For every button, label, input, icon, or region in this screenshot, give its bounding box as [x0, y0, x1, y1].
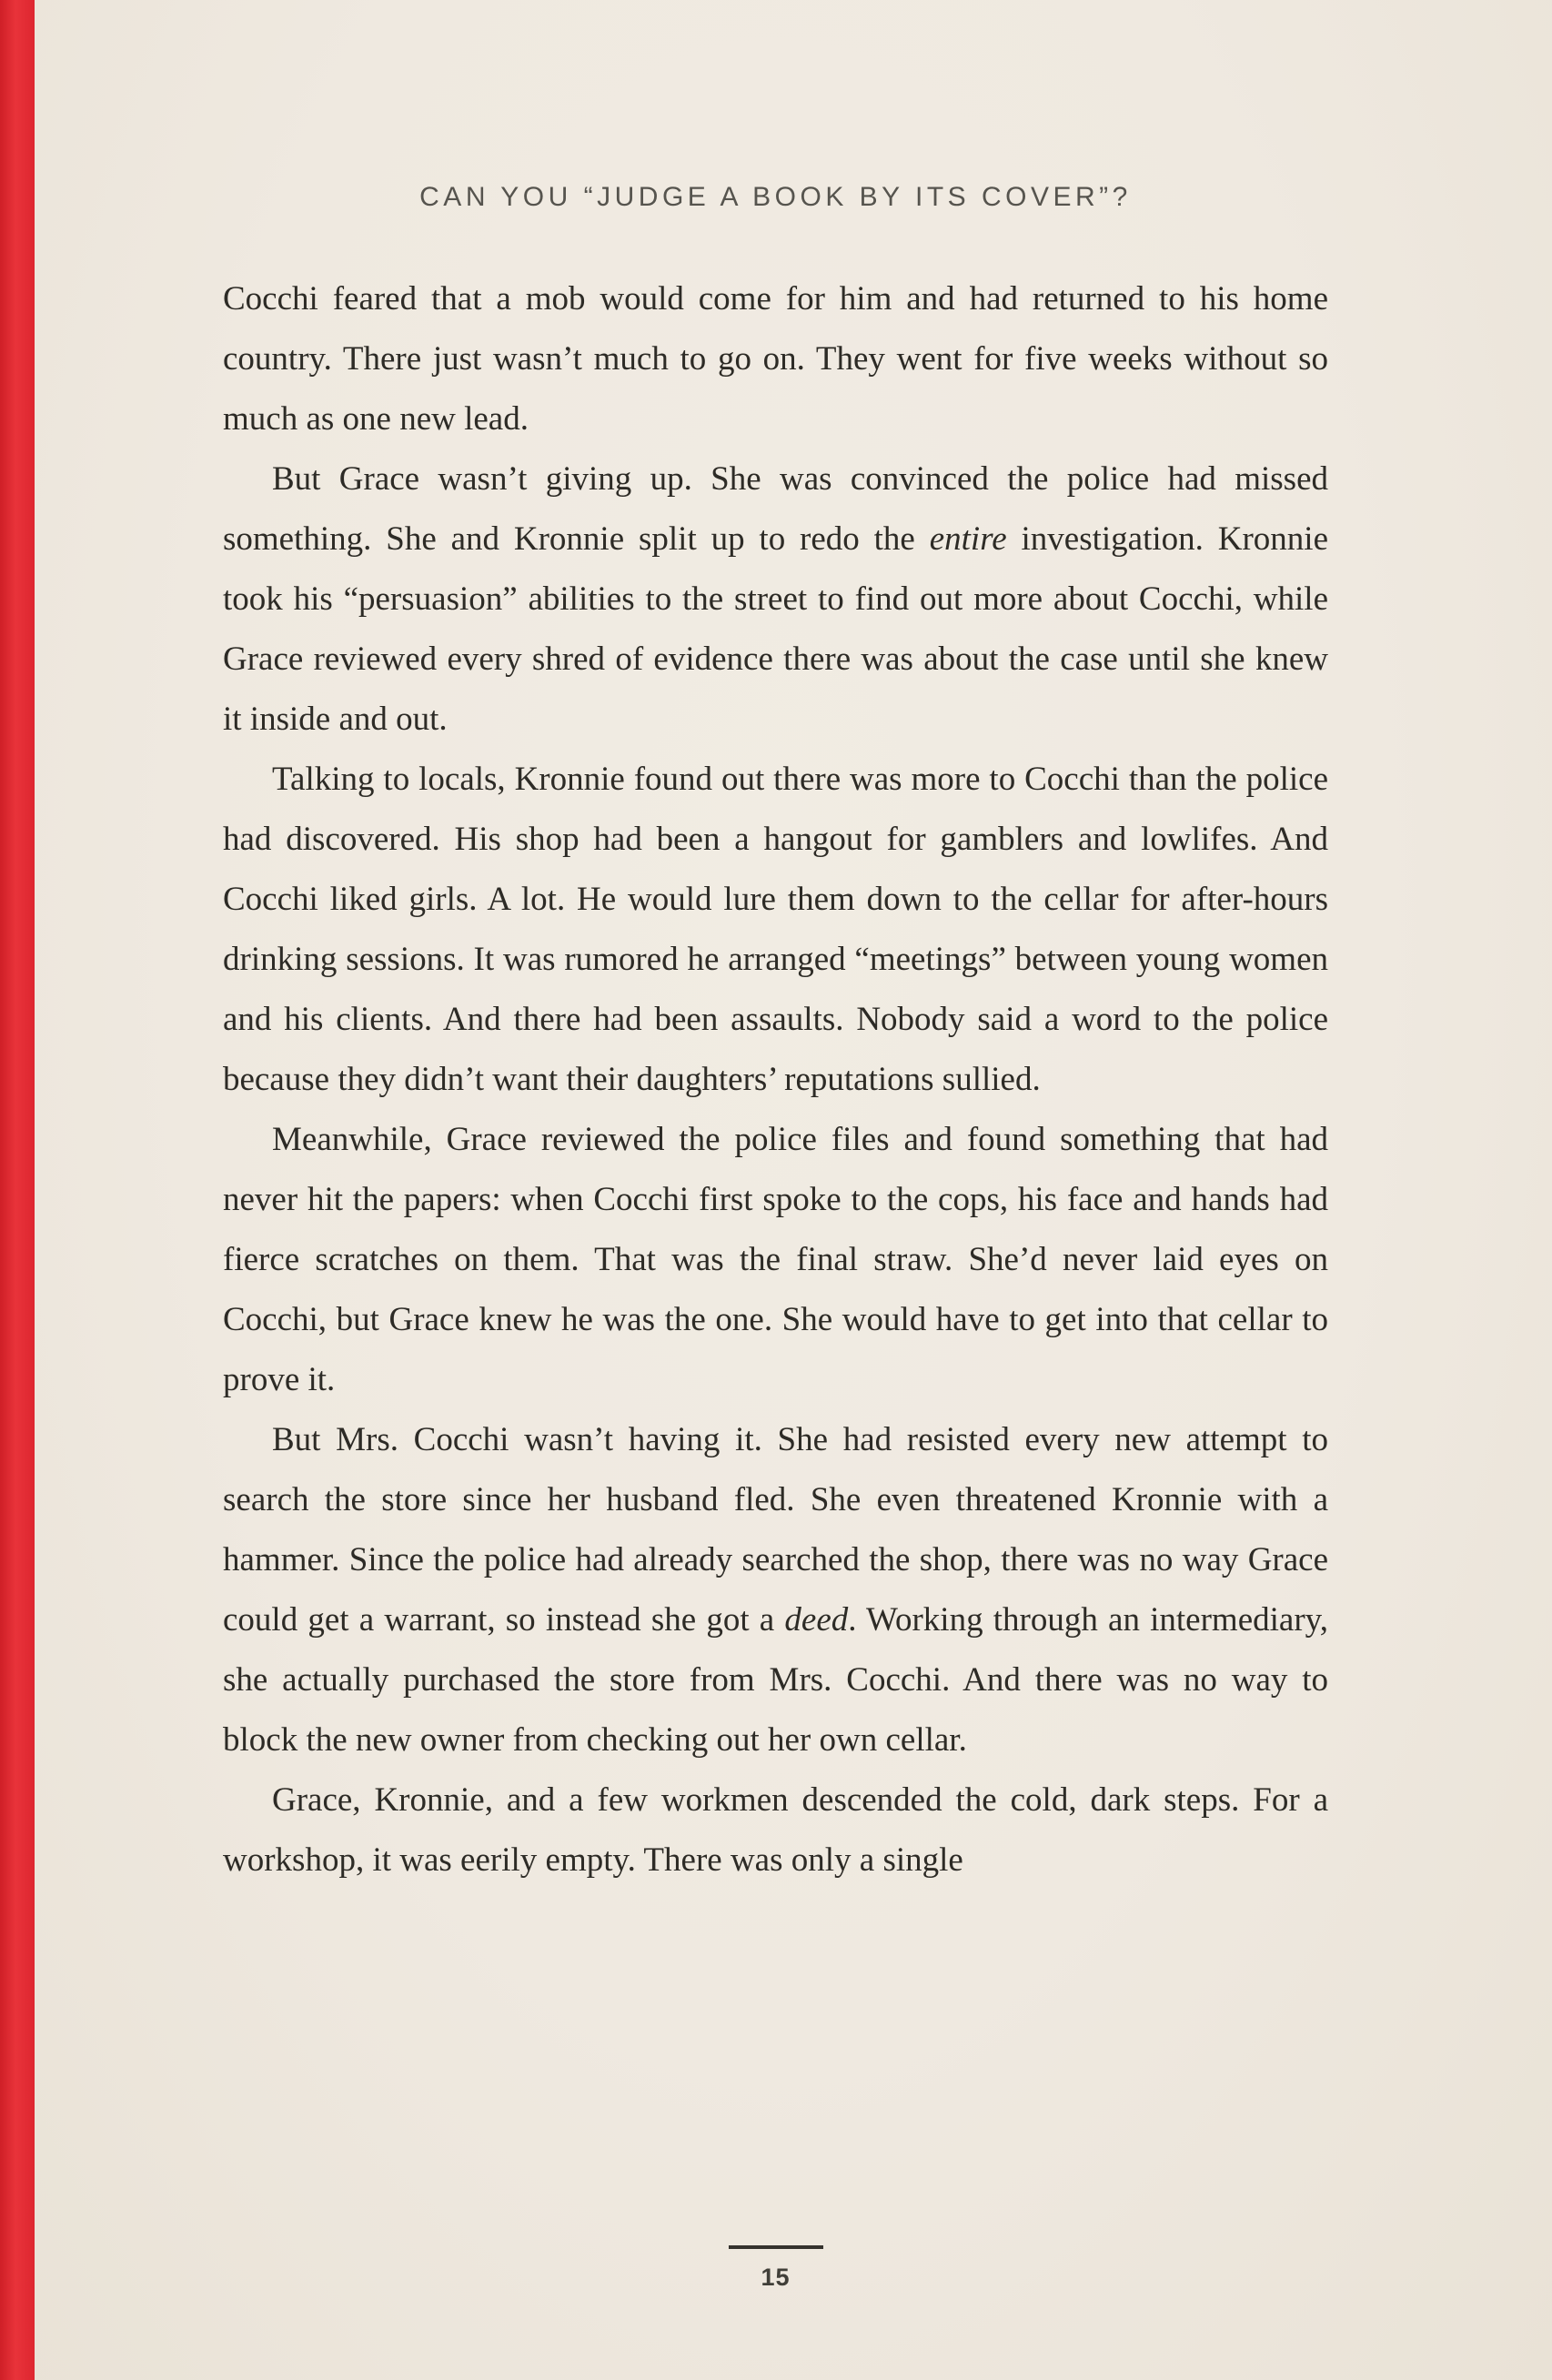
- text-run: Cocchi feared that a mob would come for him and had returned to his home country. There just wasn’t much to go on. They went for five weeks without so much as one new lead.: [223, 280, 1328, 438]
- text-block: [223, 269, 1328, 1891]
- text-run: But Grace wasn’t giving up. She was convinced the police had missed something. She and Kronnie split up to redo the: [223, 460, 1328, 558]
- page-footer: [223, 2245, 1328, 2292]
- page-number: 15: [761, 2264, 791, 2291]
- footer-rule: [729, 2245, 823, 2249]
- text-run: But Mrs. Cocchi wasn’t having it. She had resisted every new attempt to search the store since her husband fled. She even threatened Kronnie with a hammer. Since the police had already searched the shop, there was no way Grace could get a warrant, so instead she got a: [223, 1421, 1328, 1639]
- italic-run: deed: [784, 1601, 849, 1639]
- text-run: . Working through an intermediary, she actually purchased the store from Mrs. Cocchi. And there was no way to block the new owner from checking out her own cellar.: [223, 1601, 1328, 1759]
- text-run: Meanwhile, Grace reviewed the police files and found something that had never hit the papers: when Cocchi first spoke to the cops, his face and hands had fierce scratches on them. That was the final straw. She’d never laid eyes on Cocchi, but Grace knew he was the one. She would have to get into that cellar to prove it.: [223, 1121, 1328, 1398]
- italic-run: entire: [929, 520, 1007, 558]
- paragraph: [223, 449, 1328, 750]
- paragraph: [223, 269, 1328, 449]
- text-run: investigation. Kronnie took his “persuasion” abilities to the street to find out more about Cocchi, while Grace reviewed every shred of evidence there was about the case until she knew it inside and out.: [223, 520, 1328, 738]
- paragraph: [223, 750, 1328, 1110]
- paragraph: [223, 1410, 1328, 1770]
- paragraph: [223, 1110, 1328, 1410]
- paragraph: [223, 1770, 1328, 1891]
- text-run: Talking to locals, Kronnie found out there was more to Cocchi than the police had discovered. His shop had been a hangout for gamblers and lowlifes. And Cocchi liked girls. A lot. He would lure them down to the cellar for after-hours drinking sessions. It was rumored he arranged “meetings” between young women and his clients. And there had been assaults. Nobody said a word to the police because they didn’t want their daughters’ reputations sullied.: [223, 761, 1328, 1098]
- text-run: Grace, Kronnie, and a few workmen descended the cold, dark steps. For a workshop, it was eerily empty. There was only a single: [223, 1781, 1328, 1879]
- running-header: CAN YOU “JUDGE A BOOK BY ITS COVER”?: [419, 182, 1132, 212]
- book-spine-edge: [0, 0, 35, 2380]
